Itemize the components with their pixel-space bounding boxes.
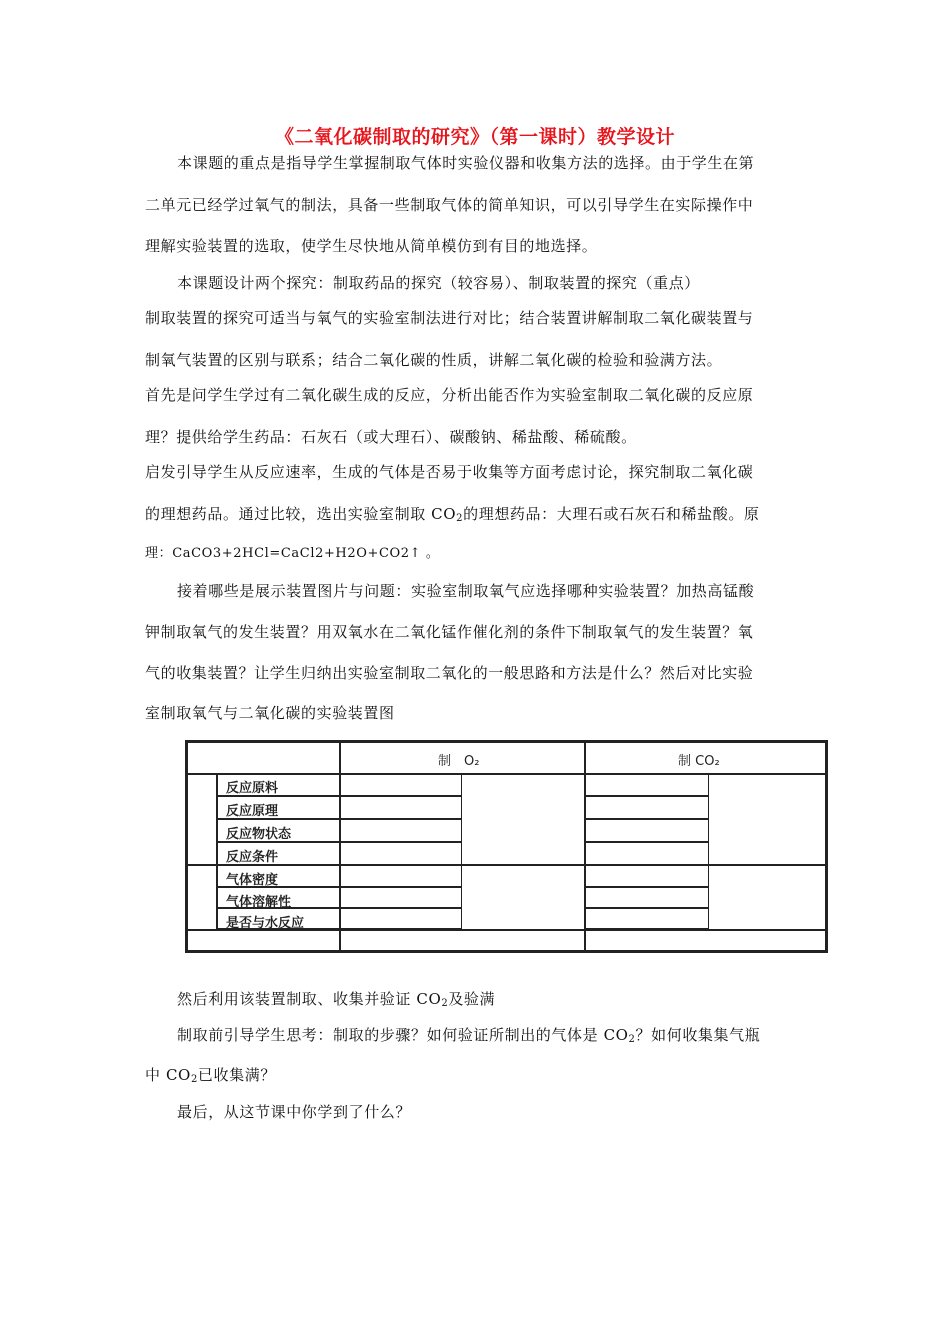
paragraph-line: 理解实验装置的选取，使学生尽快地从简单模仿到有目的地选择。 (145, 237, 598, 255)
header-o2: 制 O₂ (438, 754, 480, 769)
paragraph-line: 制取装置的探究可适当与氧气的实验室制法进行对比；结合装置讲解制取二氧化碳装置与 (145, 309, 754, 327)
paragraph-line: 室制取氧气与二氧化碳的实验装置图 (145, 704, 395, 722)
paragraph-line: 首先是问学生学过有二氧化碳生成的反应，分析出能否作为实验室制取二氧化碳的反应原 (145, 386, 754, 404)
paragraph-line (177, 988, 495, 1009)
paragraph-line (145, 1064, 276, 1085)
text-span: 中 CO (145, 1066, 191, 1084)
paragraph-line: 气的收集装置？让学生归纳出实验室制取二氧化的一般思路和方法是什么？然后对比实验 (145, 664, 754, 682)
row-label: 反应条件 (226, 850, 279, 865)
comparison-table (185, 740, 828, 953)
subscript: 2 (628, 1034, 636, 1045)
subscript: 2 (441, 998, 449, 1009)
row-label: 气体溶解性 (226, 895, 292, 910)
paragraph-line (177, 1024, 760, 1045)
row-label: 是否与水反应 (226, 916, 305, 931)
text-span: 的理想药品：大理石或石灰石和稀盐酸。原 (463, 505, 760, 523)
text-span: 制取前引导学生思考：制取的步骤？如何验证所制出的气体是 CO (177, 1026, 629, 1044)
paragraph-line: 最后，从这节课中你学到了什么？ (177, 1103, 412, 1121)
paragraph-line: 理？提供给学生药品：石灰石（或大理石）、碳酸钠、稀盐酸、稀硫酸。 (145, 428, 637, 446)
paragraph-line (145, 503, 760, 524)
paragraph-line: 二单元已经学过氧气的制法，具备一些制取气体的简单知识，可以引导学生在实际操作中 (145, 196, 754, 214)
text-span: 的理想药品。通过比较，选出实验室制取 CO (145, 505, 457, 523)
paragraph-line: 钾制取氧气的发生装置？用双氧水在二氧化锰作催化剂的条件下制取氧气的发生装置？氧 (145, 623, 754, 641)
row-label: 反应物状态 (226, 827, 292, 842)
text-span: ？如何收集集气瓶 (635, 1026, 761, 1044)
page-title: 《二氧化碳制取的研究》（第一课时）教学设计 (274, 126, 675, 148)
paragraph-line: 本课题的重点是指导学生掌握制取气体时实验仪器和收集方法的选择。由于学生在第 (177, 154, 755, 172)
text-span: 然后利用该装置制取、收集并验证 CO (177, 990, 442, 1008)
row-label: 气体密度 (226, 873, 279, 888)
subscript: 2 (190, 1074, 198, 1085)
paragraph-line: 接着哪些是展示装置图片与问题：实验室制取氧气应选择哪种实验装置？加热高锰酸 (177, 582, 755, 600)
text-span: 已收集满？ (197, 1066, 276, 1084)
header-co2: 制 CO₂ (678, 754, 720, 769)
equation-line: 理：CaCO3+2HCl=CaCl2+H2O+CO2↑ 。 (145, 546, 440, 561)
row-label: 反应原理 (226, 804, 279, 819)
paragraph-line: 制氧气装置的区别与联系；结合二氧化碳的性质，讲解二氧化碳的检验和验满方法。 (145, 351, 723, 369)
subscript: 2 (456, 513, 464, 524)
paragraph-line: 本课题设计两个探究：制取药品的探究（较容易）、制取装置的探究（重点） (177, 274, 700, 292)
paragraph-line: 启发引导学生从反应速率，生成的气体是否易于收集等方面考虑讨论，探究制取二氧化碳 (145, 463, 754, 481)
text-span: 及验满 (448, 990, 496, 1008)
row-label: 反应原料 (226, 781, 279, 796)
